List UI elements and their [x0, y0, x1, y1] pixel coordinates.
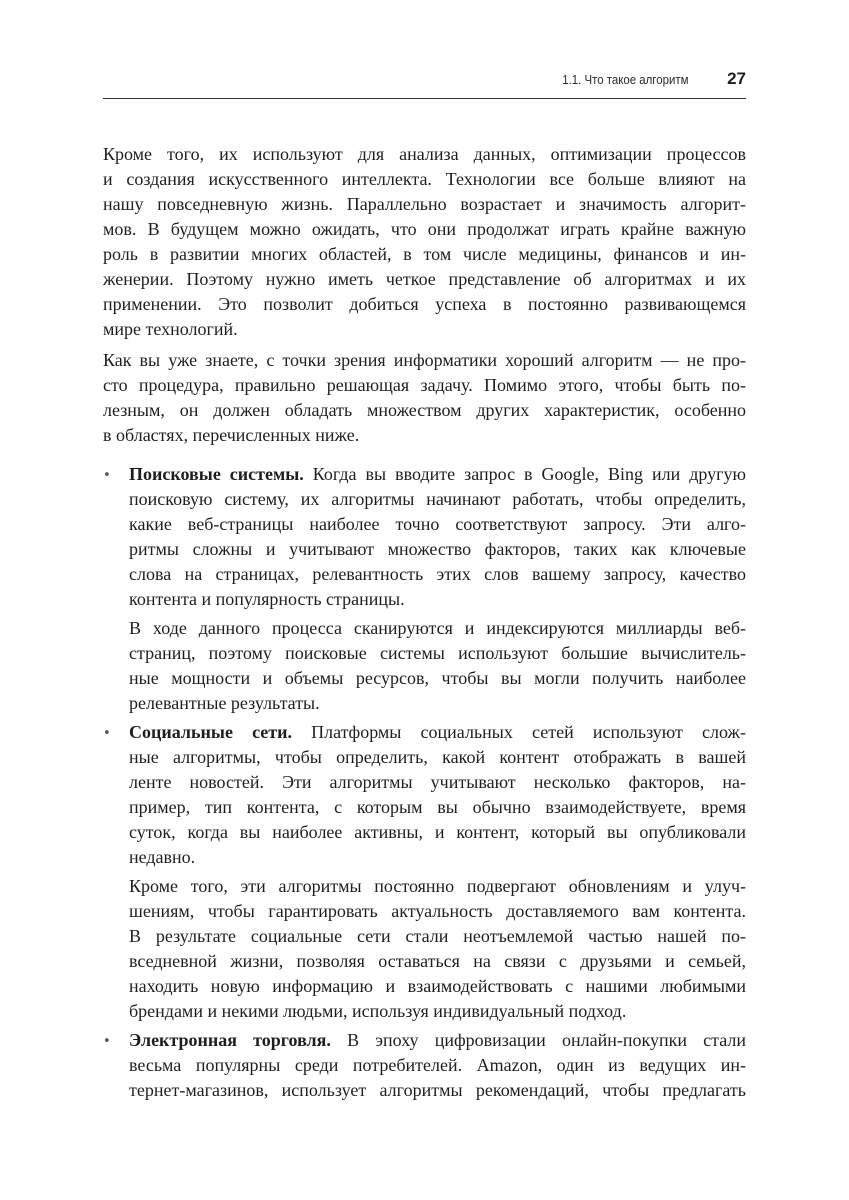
text-line: ритмы сложны и учитывают множество факторов, таких как ключевые: [129, 539, 746, 559]
text-line: в областях, перечисленных ниже.: [103, 425, 360, 445]
running-header: [103, 68, 746, 99]
list-item-search-engines: [129, 462, 746, 612]
text-line: В результате социальные сети стали неотъемлемой частью нашей по-: [129, 926, 746, 946]
text-line: В эпоху цифровизации онлайн-покупки стали: [330, 1030, 746, 1050]
text-line: ные мощности и объемы ресурсов, чтобы вы могли получить наиболее: [129, 668, 746, 688]
text-line: весьма популярны среди потребителей. Amazon, один из ведущих ин-: [129, 1055, 746, 1075]
text-line: В ходе данного процесса сканируются и индексируются миллиарды веб-: [129, 618, 746, 638]
text-line: слова на страницах, релевантность этих слов вашему запросу, качество: [129, 564, 746, 584]
bullet-icon: •: [103, 468, 111, 483]
text-line: страниц, поэтому поисковые системы используют большие вычислитель-: [129, 643, 746, 663]
text-line: поисковую систему, их алгоритмы начинают работать, чтобы определить,: [129, 489, 746, 509]
text-line: Кроме того, эти алгоритмы постоянно подвергают обновлениям и улуч-: [129, 876, 746, 896]
text-line: Когда вы вводите запрос в Google, Bing или другую: [303, 464, 747, 484]
text-line: суток, когда вы наиболее активны, и контент, который вы опубликовали: [129, 822, 746, 842]
list-item-continuation: [129, 616, 746, 716]
text-line: мире технологий.: [103, 319, 238, 339]
text-line: Как вы уже знаете, с точки зрения информатики хороший алгоритм — не про-: [103, 350, 746, 370]
bullet-icon: •: [103, 1034, 111, 1049]
text-line: и создания искусственного интеллекта. Технологии все больше влияют на: [103, 169, 746, 189]
text-line: шениям, чтобы гарантировать актуальность доставляемого вам контента.: [129, 901, 746, 921]
text-line: пример, тип контента, с которым вы обычно взаимодействуете, время: [129, 797, 746, 817]
body-paragraph: [103, 348, 746, 448]
text-line: женерии. Поэтому нужно иметь четкое представление об алгоритмах и их: [103, 269, 746, 289]
text-line: ленте новостей. Эти алгоритмы учитывают несколько факторов, на-: [129, 772, 746, 792]
page-number: 27: [727, 69, 746, 88]
list-item-term: Электронная торговля.: [129, 1030, 331, 1050]
text-line: нашу повседневную жизнь. Параллельно возрастает и значимость алгорит-: [103, 194, 746, 214]
text-line: находить новую информацию и взаимодействовать с нашими любимыми: [129, 976, 746, 996]
text-line: недавно.: [129, 847, 196, 867]
list-item-social-networks: [129, 720, 746, 870]
text-line: лезным, он должен обладать множеством других характеристик, особенно: [103, 400, 746, 420]
text-line: какие веб-страницы наиболее точно соответствуют запросу. Эти алго-: [129, 514, 746, 534]
text-line: Платформы социальных сетей используют слож-: [292, 722, 746, 742]
section-title: 1.1. Что такое алгоритм: [561, 72, 688, 87]
list-item-ecommerce: [129, 1028, 746, 1103]
text-line: релевантные результаты.: [129, 693, 320, 713]
body-paragraph: [103, 142, 746, 342]
text-line: роль в развитии многих областей, в том числе медицины, финансов и ин-: [103, 244, 746, 264]
text-line: Кроме того, их используют для анализа данных, оптимизации процессов: [103, 144, 746, 164]
bullet-icon: •: [103, 726, 111, 741]
text-line: контента и популярность страницы.: [129, 589, 405, 609]
text-line: сто процедура, правильно решающая задачу. Помимо этого, чтобы быть по-: [103, 375, 746, 395]
list-item-term: Поисковые системы.: [129, 464, 304, 484]
text-line: брендами и некими людьми, используя индивидуальный подход.: [129, 1001, 627, 1021]
text-line: тернет-магазинов, использует алгоритмы рекомендаций, чтобы предлагать: [129, 1080, 746, 1100]
list-item-continuation: [129, 874, 746, 1024]
text-line: мов. В будущем можно ожидать, что они продолжат играть крайне важную: [103, 219, 746, 239]
list-item-term: Социальные сети.: [129, 722, 292, 742]
text-line: вседневной жизни, позволяя оставаться на связи с друзьями и семьей,: [129, 951, 746, 971]
text-line: ные алгоритмы, чтобы определить, какой контент отображать в вашей: [129, 747, 746, 767]
text-line: применении. Это позволит добиться успеха в постоянно развивающемся: [103, 294, 746, 314]
